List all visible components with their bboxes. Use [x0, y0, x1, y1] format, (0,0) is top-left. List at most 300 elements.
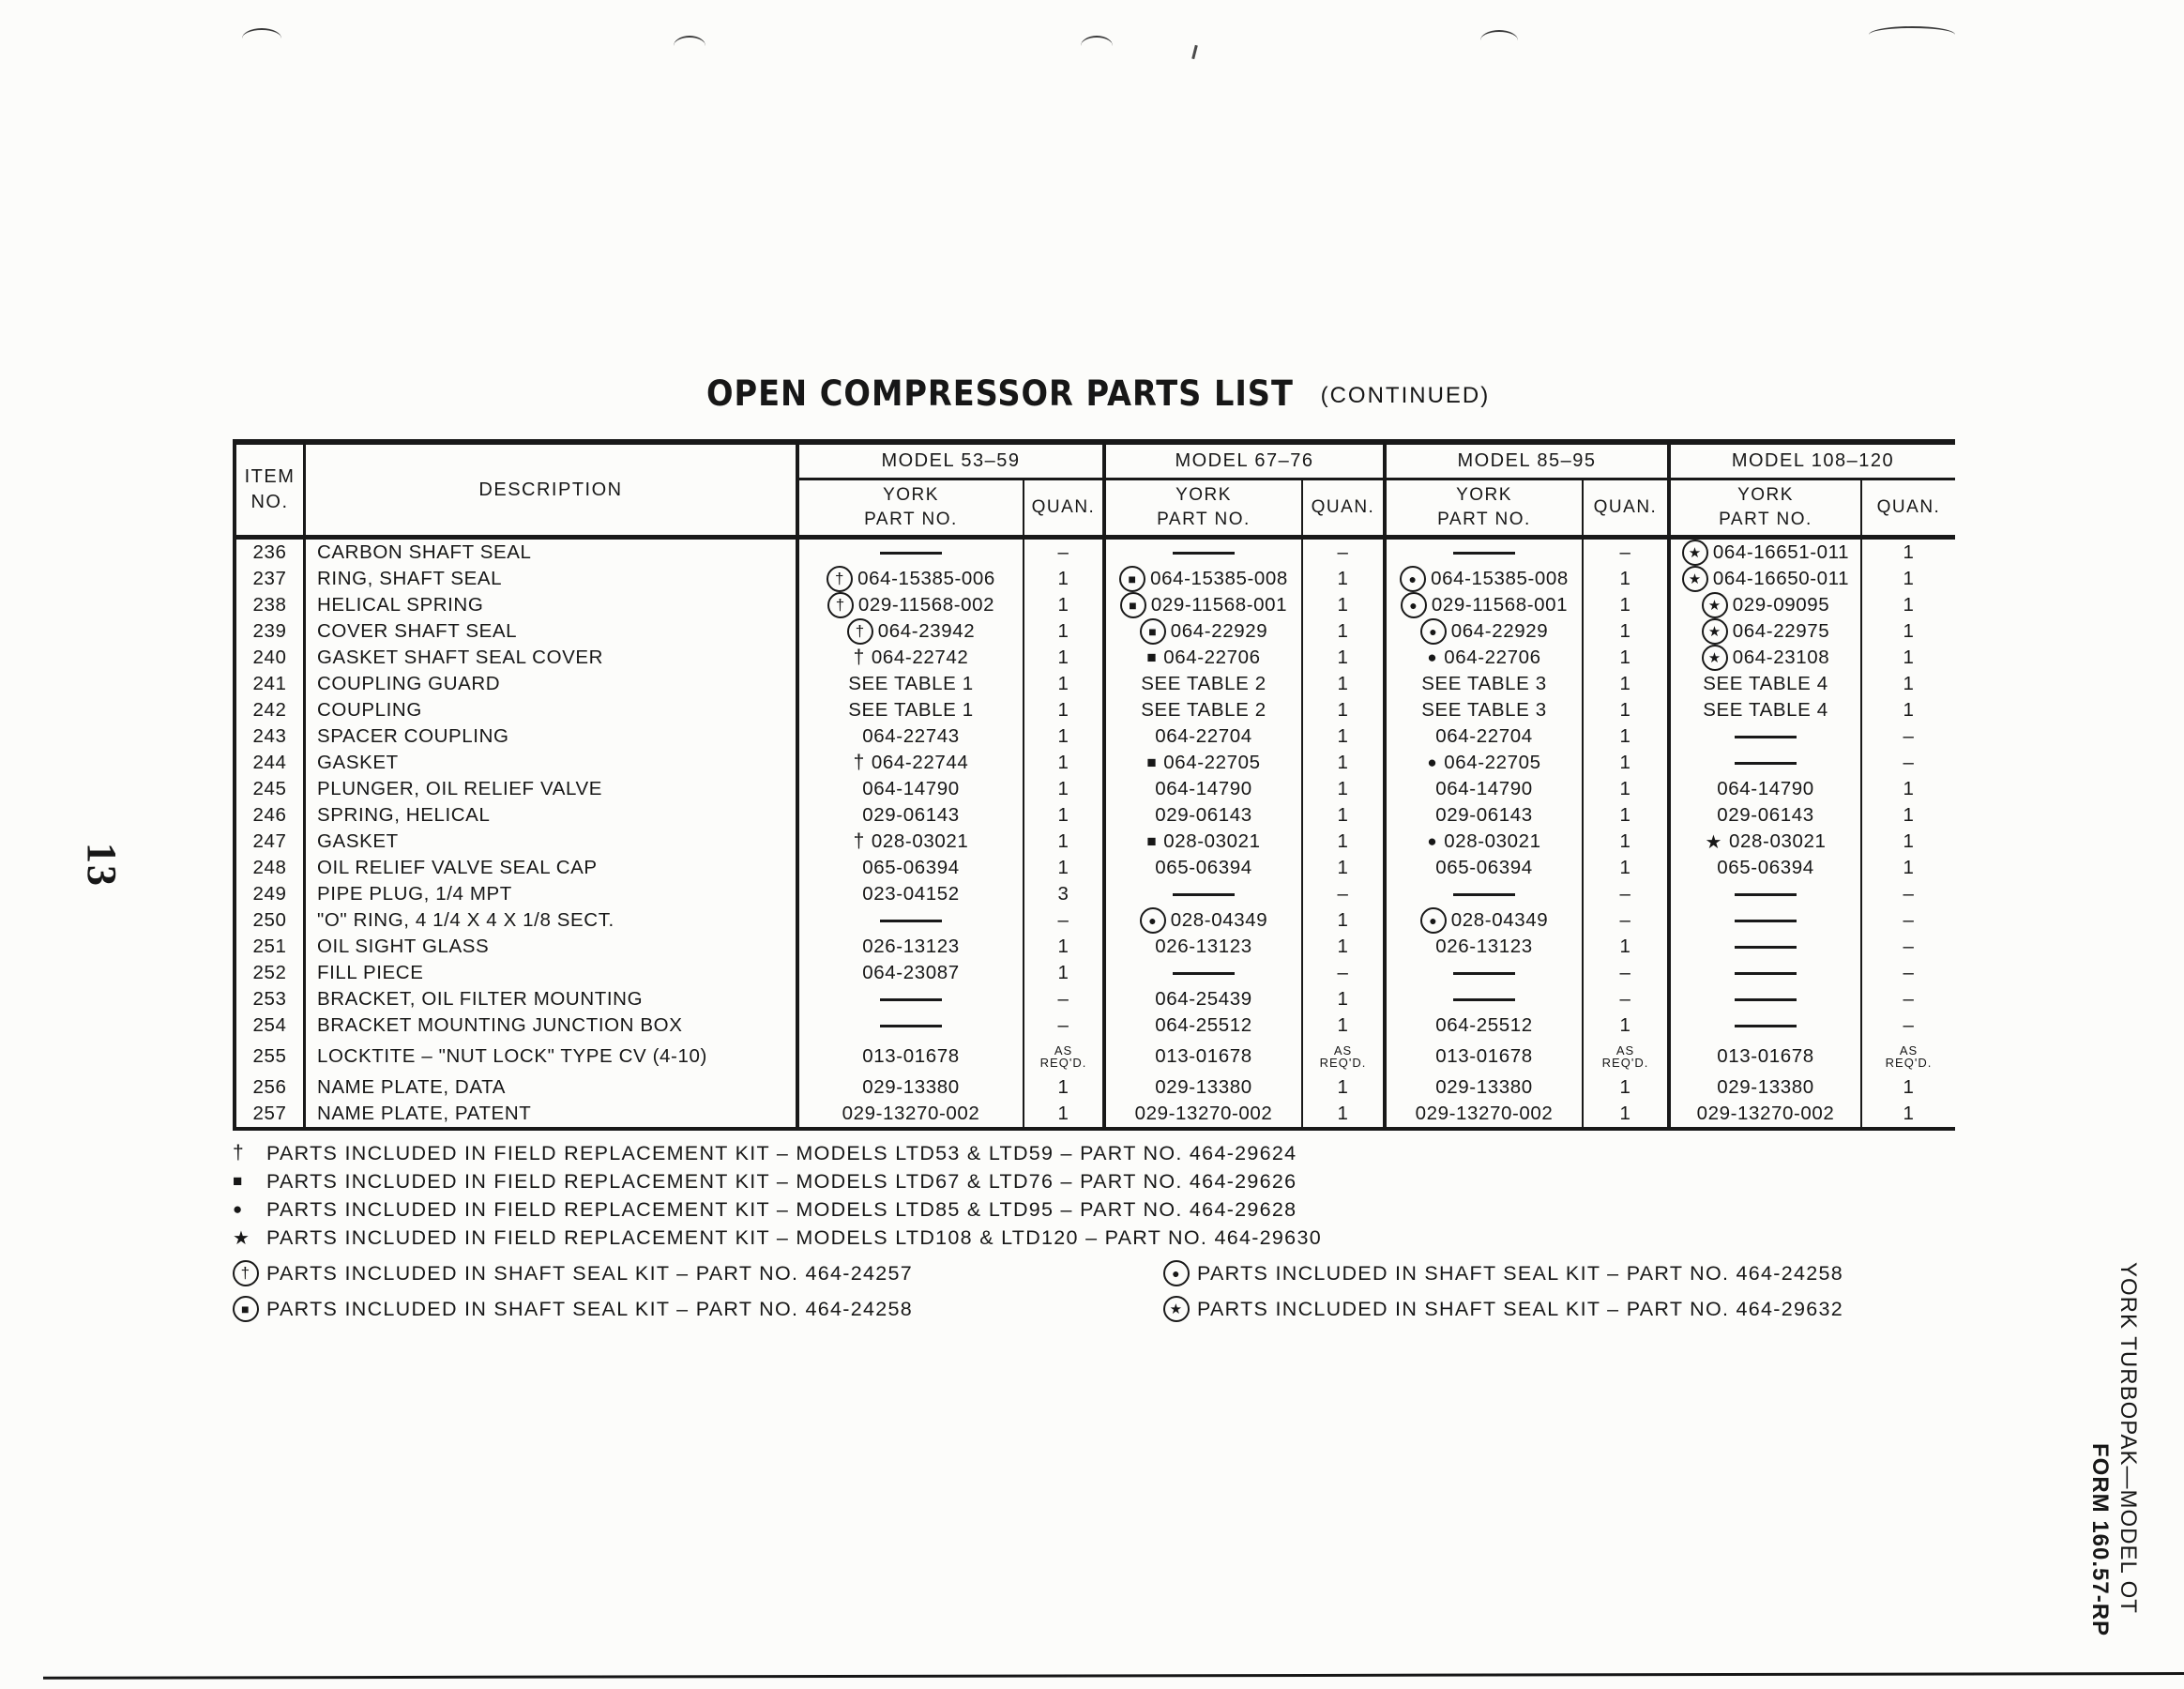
part-no-cell: [1106, 881, 1303, 907]
quan-cell: 1: [1303, 1012, 1387, 1039]
part-no-cell: ★ 064-16651-011: [1671, 540, 1862, 566]
circle-icon: ●: [1427, 648, 1438, 666]
star-icon: ★: [233, 1227, 251, 1249]
page-subtitle: (CONTINUED): [1320, 383, 1491, 408]
part-no-cell: 064-14790: [799, 776, 1024, 802]
table-row: [236, 881, 1955, 907]
c-dagger-icon: †: [847, 618, 873, 645]
scan-artifact: [1191, 45, 1198, 59]
description-cell: COVER SHAFT SEAL: [306, 618, 799, 645]
no-part-dash: [880, 920, 942, 922]
col-header-york-part-no: YORK PART NO.: [799, 480, 1024, 535]
description-cell: LOCKTITE – "NUT LOCK" TYPE CV (4-10): [306, 1039, 799, 1074]
no-part-dash: [1453, 998, 1515, 1001]
quan-cell: 1: [1303, 1074, 1387, 1101]
part-no-cell: ★ 064-23108: [1671, 645, 1862, 671]
quan-cell: AS REQ'D.: [1885, 1043, 1933, 1070]
part-no-cell: 013-01678: [1387, 1039, 1584, 1074]
footnote-text: PARTS INCLUDED IN SHAFT SEAL KIT – PART NO. 464-24258: [1197, 1261, 1844, 1285]
quan-cell: –: [1903, 883, 1915, 905]
part-no-cell: † 028-03021: [799, 829, 1024, 855]
quan-cell: –: [1903, 725, 1915, 747]
part-no-cell: ★ 064-22975: [1671, 618, 1862, 645]
c-dagger-icon: †: [233, 1260, 259, 1286]
part-no-cell: [1671, 1012, 1862, 1039]
footnote-line: [233, 1224, 1322, 1252]
table-row: [236, 697, 1955, 723]
part-no-cell: ■ 064-22706: [1106, 645, 1303, 671]
quan-cell: 1: [1584, 566, 1671, 592]
part-no-cell: ■ 064-22929: [1106, 618, 1303, 645]
c-dagger-icon: †: [827, 566, 853, 592]
col-header-model-53-59: MODEL 53–59: [799, 445, 1106, 480]
item-no-cell: 246: [236, 802, 306, 829]
quan-cell: 1: [1303, 986, 1387, 1012]
part-no-cell: † 064-22742: [799, 645, 1024, 671]
footnote-line: [233, 1139, 1322, 1167]
quan-cell: 1: [1024, 802, 1106, 829]
quan-cell: 1: [1584, 855, 1671, 881]
no-part-dash: [1173, 972, 1235, 975]
table-row: [236, 802, 1955, 829]
item-no-cell: 240: [236, 645, 306, 671]
table-body: [236, 540, 1955, 1127]
table-row: [236, 907, 1955, 934]
part-no-cell: ● 064-22705: [1387, 750, 1584, 776]
no-part-dash: [1735, 998, 1797, 1001]
margin-text-model: YORK TURBOPAK—MODEL OT: [2116, 1262, 2141, 1614]
part-no-cell: [1387, 881, 1584, 907]
footnote-symbol: [233, 1260, 266, 1286]
table-row: [236, 540, 1955, 566]
dagger-icon: †: [853, 752, 865, 773]
col-header-york-part-no: YORK PART NO.: [1387, 480, 1584, 535]
part-no-cell: 029-13380: [1387, 1074, 1584, 1101]
quan-cell: 1: [1903, 830, 1915, 852]
quan-cell: –: [1584, 986, 1671, 1012]
no-part-dash: [1453, 972, 1515, 975]
no-part-dash: [1735, 736, 1797, 738]
footnote-text: PARTS INCLUDED IN SHAFT SEAL KIT – PART NO. 464-29632: [1197, 1297, 1844, 1320]
description-cell: FILL PIECE: [306, 960, 799, 986]
table-row: [236, 671, 1955, 697]
part-no-cell: 064-14790: [1387, 776, 1584, 802]
no-part-dash: [1173, 893, 1235, 896]
part-no-cell: ● 028-03021: [1387, 829, 1584, 855]
quan-cell: 1: [1903, 620, 1915, 642]
no-part-dash: [1453, 552, 1515, 555]
square-icon: ■: [1146, 753, 1158, 771]
item-no-cell: 239: [236, 618, 306, 645]
part-no-cell: 023-04152: [799, 881, 1024, 907]
item-no-cell: 253: [236, 986, 306, 1012]
description-cell: HELICAL SPRING: [306, 592, 799, 618]
part-no-cell: ■ 028-03021: [1106, 829, 1303, 855]
col-header-quan: QUAN.: [1303, 480, 1387, 535]
quan-cell: 1: [1024, 697, 1106, 723]
col-header-model-108-120: MODEL 108–120: [1671, 445, 1955, 480]
table-row: [236, 1101, 1955, 1127]
description-cell: COUPLING: [306, 697, 799, 723]
quan-cell: 1: [1303, 802, 1387, 829]
quan-cell: 1: [1903, 857, 1915, 878]
footnote-symbol: [233, 1142, 266, 1164]
part-no-cell: ● 064-22929: [1387, 618, 1584, 645]
quan-cell: 1: [1303, 566, 1387, 592]
col-header-description: DESCRIPTION: [306, 445, 799, 535]
footnote-line: [233, 1291, 913, 1327]
item-no-line2: NO.: [250, 492, 289, 512]
part-no-cell: 029-13380: [1106, 1074, 1303, 1101]
table-row: [236, 1039, 1955, 1074]
footnote-text: PARTS INCLUDED IN FIELD REPLACEMENT KIT – MODELS LTD85 & LTD95 – PART NO. 464-29628: [266, 1197, 1297, 1221]
part-no-cell: 029-06143: [1387, 802, 1584, 829]
col-header-quan: QUAN.: [1876, 497, 1941, 517]
quan-cell: 1: [1303, 697, 1387, 723]
part-no-cell: 029-13270-002: [799, 1101, 1024, 1127]
item-no-cell: 250: [236, 907, 306, 934]
part-no-cell: 065-06394: [1106, 855, 1303, 881]
footnote-text: PARTS INCLUDED IN FIELD REPLACEMENT KIT – MODELS LTD53 & LTD59 – PART NO. 464-29624: [266, 1141, 1297, 1164]
c-circle-icon: ●: [1163, 1260, 1190, 1286]
quan-cell: –: [1584, 960, 1671, 986]
quan-cell: 1: [1303, 723, 1387, 750]
part-no-cell: ★ 064-16650-011: [1671, 566, 1862, 592]
item-no-cell: 249: [236, 881, 306, 907]
star-icon: ★: [1705, 831, 1723, 853]
quan-cell: 1: [1024, 855, 1106, 881]
part-no-cell: 065-06394: [799, 855, 1024, 881]
footnotes-seal-kits-right: [1163, 1255, 1843, 1327]
no-part-dash: [1735, 762, 1797, 765]
c-circle-icon: ●: [1401, 592, 1427, 618]
quan-cell: 1: [1584, 1012, 1671, 1039]
quan-cell: –: [1903, 962, 1915, 983]
part-no-cell: SEE TABLE 4: [1671, 671, 1862, 697]
part-no-cell: [1106, 540, 1303, 566]
footnotes-seal-kits-left: [233, 1255, 913, 1327]
col-header-york-part-no: YORK PART NO.: [1106, 480, 1303, 535]
description-cell: RING, SHAFT SEAL: [306, 566, 799, 592]
quan-cell: 1: [1584, 829, 1671, 855]
page-title: OPEN COMPRESSOR PARTS LIST: [705, 373, 1294, 415]
part-no-cell: ★ 029-09095: [1671, 592, 1862, 618]
footnote-line: [233, 1167, 1322, 1195]
quan-cell: 1: [1024, 618, 1106, 645]
part-no-cell: 029-13270-002: [1387, 1101, 1584, 1127]
quan-cell: 1: [1024, 960, 1106, 986]
c-square-icon: ■: [1140, 618, 1166, 645]
footnote-symbol: [233, 1226, 266, 1250]
part-no-cell: [1671, 723, 1862, 750]
part-no-cell: ■ 064-15385-008: [1106, 566, 1303, 592]
part-no-cell: 013-01678: [1106, 1039, 1303, 1074]
part-no-cell: † 064-23942: [799, 618, 1024, 645]
item-no-line1: ITEM: [244, 466, 296, 487]
square-icon: ■: [1146, 648, 1158, 666]
quan-cell: –: [1903, 1014, 1915, 1036]
part-no-cell: 064-23087: [799, 960, 1024, 986]
quan-cell: 1: [1303, 645, 1387, 671]
parts-table: [233, 439, 1955, 1131]
square-icon: ■: [1146, 832, 1158, 850]
quan-cell: –: [1303, 960, 1387, 986]
part-no-cell: [1387, 986, 1584, 1012]
quan-cell: –: [1584, 881, 1671, 907]
quan-cell: –: [1024, 907, 1106, 934]
part-no-cell: SEE TABLE 3: [1387, 697, 1584, 723]
col-header-quan: QUAN.: [1024, 480, 1106, 535]
part-no-cell: 029-06143: [799, 802, 1024, 829]
item-no-cell: 248: [236, 855, 306, 881]
part-no-cell: 065-06394: [1387, 855, 1584, 881]
quan-cell: 1: [1584, 592, 1671, 618]
quan-cell: –: [1584, 540, 1671, 566]
part-no-cell: 026-13123: [1387, 934, 1584, 960]
footnote-line: [1163, 1255, 1843, 1291]
part-no-cell: [1387, 540, 1584, 566]
scan-artifact: [674, 36, 705, 46]
quan-cell: –: [1903, 752, 1915, 773]
quan-cell: 1: [1903, 804, 1915, 826]
footnote-symbol: [1163, 1260, 1197, 1286]
quan-cell: 1: [1024, 671, 1106, 697]
description-cell: BRACKET, OIL FILTER MOUNTING: [306, 986, 799, 1012]
quan-cell: 1: [1024, 1074, 1106, 1101]
c-star-icon: ★: [1682, 540, 1708, 566]
item-no-cell: 242: [236, 697, 306, 723]
quan-cell: 1: [1024, 750, 1106, 776]
description-cell: GASKET SHAFT SEAL COVER: [306, 645, 799, 671]
quan-cell: 1: [1584, 645, 1671, 671]
part-no-cell: ● 028-04349: [1106, 907, 1303, 934]
part-no-cell: ● 029-11568-001: [1387, 592, 1584, 618]
part-no-cell: [1387, 960, 1584, 986]
margin-text-form: FORM 160.57-RP: [2087, 1443, 2113, 1637]
item-no-cell: 244: [236, 750, 306, 776]
item-no-cell: 238: [236, 592, 306, 618]
no-part-dash: [880, 552, 942, 555]
description-cell: PLUNGER, OIL RELIEF VALVE: [306, 776, 799, 802]
part-no-cell: [799, 540, 1024, 566]
part-no-cell: 013-01678: [1671, 1039, 1862, 1074]
quan-cell: 1: [1903, 541, 1915, 563]
part-no-cell: [799, 986, 1024, 1012]
dagger-icon: †: [853, 830, 865, 852]
part-no-cell: 029-06143: [1106, 802, 1303, 829]
quan-cell: 1: [1024, 723, 1106, 750]
no-part-dash: [1173, 552, 1235, 555]
item-no-cell: 252: [236, 960, 306, 986]
part-no-cell: ● 064-15385-008: [1387, 566, 1584, 592]
dagger-icon: †: [233, 1142, 245, 1164]
part-no-cell: [1671, 881, 1862, 907]
part-no-cell: 026-13123: [799, 934, 1024, 960]
quan-cell: 1: [1024, 1101, 1106, 1127]
footnote-symbol: [233, 1200, 266, 1219]
table-row: [236, 960, 1955, 986]
table-row: [236, 566, 1955, 592]
scan-edge-line: [43, 1672, 2184, 1680]
no-part-dash: [880, 1025, 942, 1027]
title-row: [0, 375, 2184, 413]
quan-cell: 1: [1303, 592, 1387, 618]
part-no-cell: 064-22743: [799, 723, 1024, 750]
quan-cell: 1: [1303, 776, 1387, 802]
footnotes-replacement-kits: [233, 1139, 1322, 1252]
item-no-cell: 247: [236, 829, 306, 855]
part-no-cell: SEE TABLE 4: [1671, 697, 1862, 723]
c-star-icon: ★: [1702, 592, 1728, 618]
footnote-line: [1163, 1291, 1843, 1327]
footnote-line: [233, 1255, 913, 1291]
quan-cell: 1: [1584, 776, 1671, 802]
quan-cell: 1: [1584, 934, 1671, 960]
c-circle-icon: ●: [1420, 618, 1447, 645]
quan-cell: 1: [1903, 647, 1915, 668]
quan-cell: –: [1024, 540, 1106, 566]
part-no-cell: 029-13380: [799, 1074, 1024, 1101]
item-no-cell: 243: [236, 723, 306, 750]
part-no-cell: 064-25512: [1387, 1012, 1584, 1039]
quan-cell: AS REQ'D.: [1303, 1039, 1387, 1074]
quan-cell: 1: [1024, 934, 1106, 960]
quan-cell: –: [1024, 986, 1106, 1012]
quan-cell: 1: [1903, 673, 1915, 694]
part-no-cell: [1671, 750, 1862, 776]
c-circle-icon: ●: [1420, 907, 1447, 934]
table-row: [236, 829, 1955, 855]
description-cell: PIPE PLUG, 1/4 MPT: [306, 881, 799, 907]
quan-cell: 1: [1303, 750, 1387, 776]
part-no-cell: [1106, 960, 1303, 986]
page-number: 13: [79, 843, 125, 888]
table-row: [236, 986, 1955, 1012]
part-no-cell: [1671, 934, 1862, 960]
no-part-dash: [1735, 946, 1797, 949]
item-no-cell: 236: [236, 540, 306, 566]
quan-cell: 3: [1024, 881, 1106, 907]
quan-cell: AS REQ'D.: [1024, 1039, 1106, 1074]
quan-cell: 1: [1584, 618, 1671, 645]
quan-cell: 1: [1024, 829, 1106, 855]
quan-cell: 1: [1024, 566, 1106, 592]
table-row: [236, 645, 1955, 671]
quan-cell: 1: [1024, 776, 1106, 802]
quan-cell: 1: [1024, 592, 1106, 618]
scan-artifact: [1869, 26, 1955, 35]
description-cell: NAME PLATE, DATA: [306, 1074, 799, 1101]
table-row: [236, 855, 1955, 881]
description-cell: BRACKET MOUNTING JUNCTION BOX: [306, 1012, 799, 1039]
quan-cell: 1: [1903, 568, 1915, 589]
quan-cell: –: [1903, 909, 1915, 931]
part-no-cell: 026-13123: [1106, 934, 1303, 960]
dagger-icon: †: [853, 647, 865, 668]
part-no-cell: ● 064-22706: [1387, 645, 1584, 671]
footnote-symbol: [1163, 1296, 1197, 1322]
quan-cell: AS REQ'D.: [1584, 1039, 1671, 1074]
quan-cell: 1: [1584, 697, 1671, 723]
col-header-model-67-76: MODEL 67–76: [1106, 445, 1387, 480]
footnote-text: PARTS INCLUDED IN FIELD REPLACEMENT KIT – MODELS LTD108 & LTD120 – PART NO. 464-29630: [266, 1225, 1322, 1249]
part-no-cell: 064-22704: [1106, 723, 1303, 750]
part-no-cell: 013-01678: [799, 1039, 1024, 1074]
no-part-dash: [880, 998, 942, 1001]
quan-cell: 1: [1584, 1074, 1671, 1101]
description-cell: COUPLING GUARD: [306, 671, 799, 697]
quan-cell: –: [1024, 1012, 1106, 1039]
part-no-cell: ■ 029-11568-001: [1106, 592, 1303, 618]
part-no-cell: 029-13270-002: [1106, 1101, 1303, 1127]
quan-cell: 1: [1584, 750, 1671, 776]
part-no-cell: 064-14790: [1671, 776, 1862, 802]
c-square-icon: ■: [233, 1296, 259, 1322]
description-cell: OIL RELIEF VALVE SEAL CAP: [306, 855, 799, 881]
footnote-symbol: [233, 1172, 266, 1191]
circle-icon: ●: [1427, 832, 1438, 850]
no-part-dash: [1453, 893, 1515, 896]
part-no-cell: † 064-22744: [799, 750, 1024, 776]
item-no-cell: 255: [236, 1039, 306, 1074]
col-header-york-part-no: YORK PART NO.: [1671, 480, 1862, 535]
quan-cell: 1: [1584, 1101, 1671, 1127]
part-no-cell: [799, 907, 1024, 934]
c-star-icon: ★: [1702, 645, 1728, 671]
footnote-line: [233, 1195, 1322, 1224]
quan-cell: –: [1903, 988, 1915, 1010]
part-no-cell: SEE TABLE 3: [1387, 671, 1584, 697]
footnote-text: PARTS INCLUDED IN SHAFT SEAL KIT – PART NO. 464-24257: [266, 1261, 914, 1285]
table-header: [236, 445, 1955, 540]
quan-cell: 1: [1303, 855, 1387, 881]
c-circle-icon: ●: [1140, 907, 1166, 934]
c-star-icon: ★: [1682, 566, 1708, 592]
c-star-icon: ★: [1702, 618, 1728, 645]
item-no-cell: 251: [236, 934, 306, 960]
c-dagger-icon: †: [827, 592, 854, 618]
quan-cell: 1: [1903, 594, 1915, 616]
part-no-cell: 029-13380: [1671, 1074, 1862, 1101]
quan-cell: 1: [1303, 907, 1387, 934]
quan-cell: 1: [1584, 671, 1671, 697]
quan-cell: –: [1584, 907, 1671, 934]
part-no-cell: † 029-11568-002: [799, 592, 1024, 618]
no-part-dash: [1735, 920, 1797, 922]
quan-cell: 1: [1903, 1076, 1915, 1098]
item-no-cell: 237: [236, 566, 306, 592]
part-no-cell: SEE TABLE 2: [1106, 697, 1303, 723]
quan-cell: 1: [1303, 618, 1387, 645]
description-cell: GASKET: [306, 829, 799, 855]
description-cell: SPRING, HELICAL: [306, 802, 799, 829]
col-header-item-no: [236, 445, 306, 535]
quan-cell: 1: [1303, 671, 1387, 697]
circle-icon: ●: [233, 1200, 244, 1218]
quan-cell: 1: [1303, 1101, 1387, 1127]
quan-cell: –: [1903, 936, 1915, 957]
description-cell: "O" RING, 4 1/4 X 4 X 1/8 SECT.: [306, 907, 799, 934]
footnote-text: PARTS INCLUDED IN SHAFT SEAL KIT – PART NO. 464-24258: [266, 1297, 914, 1320]
part-no-cell: [1671, 960, 1862, 986]
scan-artifact: [1480, 30, 1518, 40]
part-no-cell: [1671, 907, 1862, 934]
quan-cell: 1: [1303, 934, 1387, 960]
part-no-cell: [1671, 986, 1862, 1012]
description-cell: CARBON SHAFT SEAL: [306, 540, 799, 566]
c-square-icon: ■: [1120, 592, 1146, 618]
footnote-text: PARTS INCLUDED IN FIELD REPLACEMENT KIT – MODELS LTD67 & LTD76 – PART NO. 464-29626: [266, 1169, 1297, 1193]
